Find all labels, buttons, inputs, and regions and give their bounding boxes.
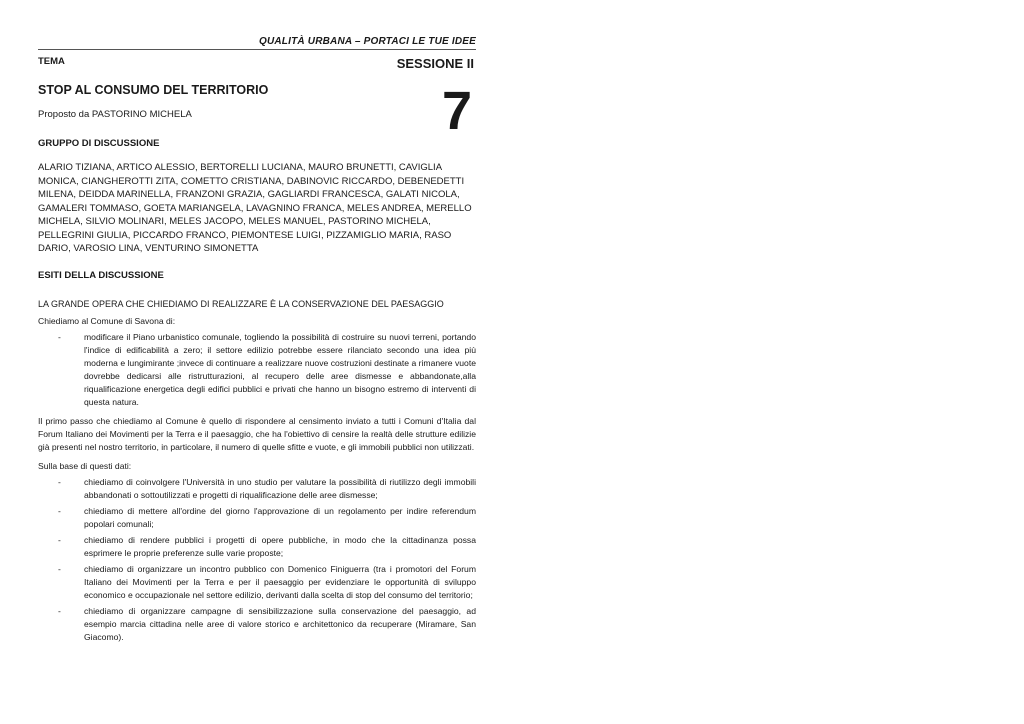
list-item-text: chiediamo di rendere pubblici i progetti di opere pubbliche, in modo che la cittadinanza possa esprimere le proprie preferenze sulle varie proposte; (84, 534, 476, 558)
list-dash: - (58, 476, 61, 487)
outcome-heading: LA GRANDE OPERA CHE CHIEDIAMO DI REALIZZARE È LA CONSERVAZIONE DEL PAESAGGIO (38, 298, 444, 309)
list-dash: - (58, 331, 61, 342)
proposer-line: Proposto da PASTORINO MICHELA (38, 109, 192, 120)
request-list-1 (38, 331, 476, 409)
proposal-number: 7 (441, 81, 472, 141)
list-item (38, 534, 476, 560)
group-label: GRUPPO DI DISCUSSIONE (38, 138, 160, 149)
list-dash: - (58, 505, 61, 516)
list-item (38, 476, 476, 502)
list-item-text: chiediamo di organizzare campagne di sensibilizzazione sulla conservazione del paesaggio, ad esempio marcia cittadina nelle aree di valore storico e architettonico da recuperare (Miramare, San Giacomo). (84, 605, 476, 642)
document-page (38, 36, 476, 644)
list-item-text: chiediamo di organizzare un incontro pubblico con Domenico Finiguerra (tra i promotori del Forum Italiano dei Movimenti per la Terra e per il paesaggio per evidenziare le opportunità di sviluppo economico e occupazionale nel settore edilizio, derivanti dalla scelta di stop del consumo del territorio; (84, 563, 476, 600)
list-item-text: chiediamo di mettere all'ordine del giorno l'approvazione di un regolamento per indire referendum popolari comunali; (84, 505, 476, 529)
list-dash: - (58, 534, 61, 545)
tema-row (38, 56, 476, 71)
list-dash: - (58, 563, 61, 574)
list-item (38, 505, 476, 531)
outcome-label: ESITI DELLA DISCUSSIONE (38, 269, 164, 281)
list-item-text: modificare il Piano urbanistico comunale, togliendo la possibilità di costruire su nuovi terreni, portando l'indice di edificabilità a zero; il settore edilizio potrebbe essere rilanciato secondo una idea più moderna e lungimirante ;invece di continuare a realizzare nuove costruzioni destinate a rimanere vuote dovrebbe dedicarsi alle ristrutturazioni, al recupero delle aree dismesse e abbandonate,alla riqualificazione energetica degli edifici pubblici e privati che hanno un bisogno estremo di interventi di questa natura. (84, 331, 476, 407)
topic-title: STOP AL CONSUMO DEL TERRITORIO (38, 83, 269, 97)
census-paragraph: Il primo passo che chiediamo al Comune è quello di rispondere al censimento inviato a tutti i Comuni d'Italia dal Forum Italiano dei Movimenti per la Terra e il paesaggio, che ha l'obiettivo di censire la realtà delle strutture edilizie già presenti nel nostro territorio, in particolare, il numero di quelle sfitte e vuote, e gli immobili pubblici non utilizzati. (38, 415, 476, 452)
request-list-2 (38, 476, 476, 644)
intro-paragraph-1: Chiediamo al Comune di Savona di: (38, 315, 176, 326)
list-item (38, 563, 476, 602)
document-header-title: QUALITÀ URBANA – PORTACI LE TUE IDEE (38, 36, 476, 50)
tema-label: TEMA (38, 56, 65, 67)
session-label: SESSIONE II (396, 56, 474, 71)
list-item (38, 605, 476, 644)
members-list: ALARIO TIZIANA, ARTICO ALESSIO, BERTORELLI LUCIANA, MAURO BRUNETTI, CAVIGLIA MONICA, CIANGHEROTTI ZITA, COMETTO CRISTIANA, DABINOVIC RICCARDO, DEBENEDETTI MILENA, DEIDDA MARINELLA, FRANZONI GRAZIA, GAGLIARDI FRANCESCA, GALATI NICOLA, GAMALERI TOMMASO, GOETA MARIANGELA, LAVAGNINO FRANCA, MELES ANDREA, MERELLO MICHELA, SILVIO MOLINARI, MELES JACOPO, MELES MANUEL, PASTORINO MICHELA, PELLEGRINI GIULIA, PICCARDO FRANCO, PIEMONTESE LUIGI, PIZZAMIGLIO MARIA, RASO DARIO, VAROSIO LINA, VENTURINO SIMONETTA (38, 162, 472, 254)
list-item-text: chiediamo di coinvolgere l'Università in uno studio per valutare la possibilità di riutilizzo degli immobili abbandonati o sottoutilizzati e progetti di riqualificazione delle aree dismesse; (84, 476, 476, 500)
list-dash: - (58, 605, 61, 616)
intro-paragraph-2: Sulla base di questi dati: (38, 460, 132, 471)
list-item (38, 331, 476, 409)
outcome-body (38, 315, 476, 644)
